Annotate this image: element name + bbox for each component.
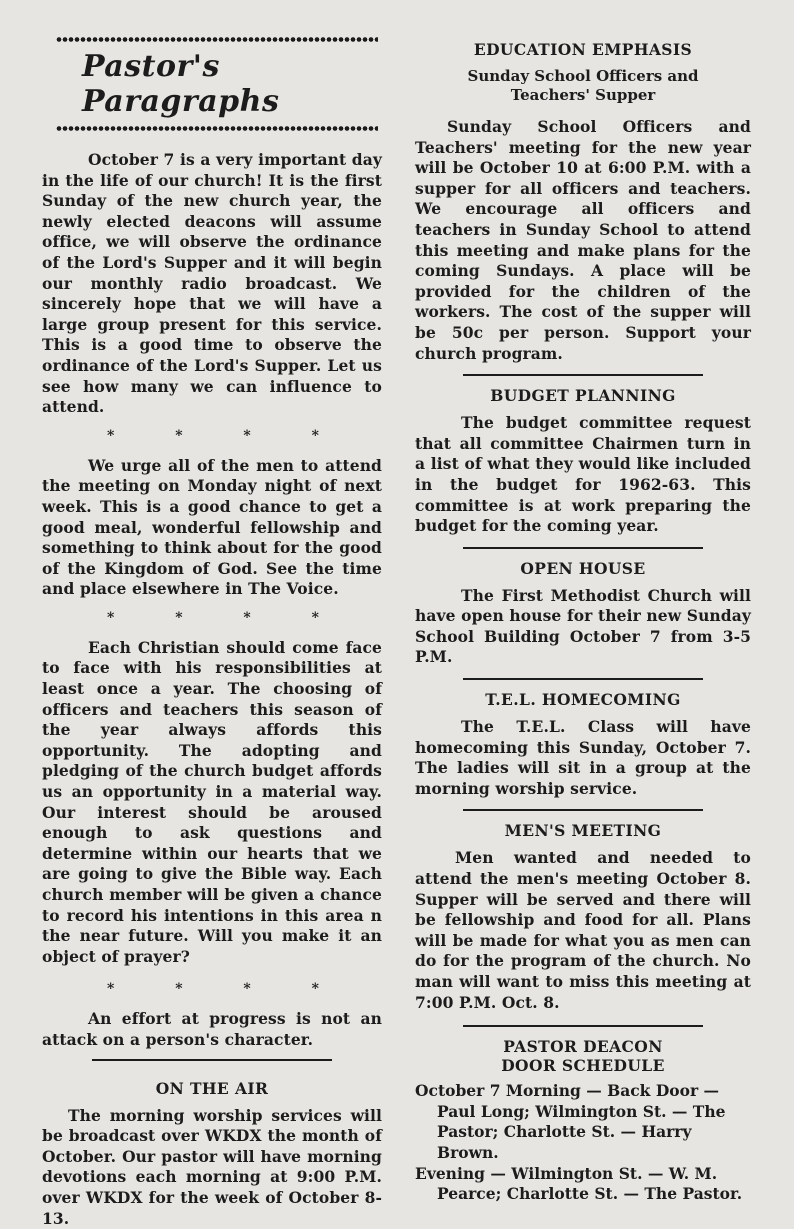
budget-heading: BUDGET PLANNING: [490, 386, 676, 406]
section-separator: * * * *: [107, 609, 347, 626]
door-schedule-heading-1: PASTOR DEACON: [503, 1037, 663, 1057]
divider: [463, 1025, 703, 1027]
divider: [463, 547, 703, 549]
divider: [463, 374, 703, 376]
education-heading: EDUCATION EMPHASIS: [473, 40, 693, 59]
open-house-heading: OPEN HOUSE: [520, 558, 646, 578]
pastor-paragraph-4: An effort at progress is not an attack on a person's character.: [42, 1009, 382, 1049]
on-the-air-heading: ON THE AIR: [155, 1078, 269, 1098]
schedule-key: Evening: [415, 1163, 485, 1183]
education-text: Sunday School Officers and Teachers' meeting for the new year will be October 10 at 6:00 P.M. with a supper for all officers and teachers. We encourage all officers and teachers in Sunday School to attend this meeting and make plans for the coming Sundays. A place will be provided for the children of the workers. The cost of the supper will be 50c per person. Support your church program.: [415, 117, 751, 363]
left-column: [42, 36, 382, 1229]
door-schedule-row-evening: [415, 1164, 751, 1205]
budget-text: The budget committee request that all committee Chairmen turn in a list of what they would like included in the budget for 1962-63. This committee is at work preparing the budget for the coming year.: [415, 413, 751, 536]
schedule-text: — Wilmington St. — W. M. Pearce; Charlotte St. — The Pastor.: [437, 1163, 743, 1204]
schedule-text: — Back Door — Paul Long; Wilmington St. — The Pastor; Charlotte St. — Harry Brown.: [437, 1081, 726, 1162]
divider: [463, 678, 703, 680]
on-the-air-text: The morning worship services will be broadcast over WKDX the month of October. Our pastor will have morning devotions each morning at 9:00 P.M. over WKDX for the week of October 8-13.: [42, 1105, 382, 1228]
divider: [92, 1059, 332, 1061]
masthead-bottom-border: [56, 125, 378, 132]
right-column: [415, 40, 751, 1205]
tel-homecoming-heading: T.E.L. HOMECOMING: [485, 690, 681, 710]
divider: [463, 809, 703, 811]
section-separator: * * * *: [107, 427, 347, 444]
schedule-key: October 7 Morning: [415, 1081, 581, 1101]
pastor-paragraph-3: Each Christian should come face to face with his responsibilities at least once a year. The choosing of officers and teachers this season of the year always affords this opportunity. The adopting and pledging of the church budget affords us an opportunity in a material way. Our interest should be aroused enough to ask questions and determine within our hearts that we are going to give the Bible way. Each church member will be given a chance to record his intentions in this area n the near future. Will you make it an object of prayer?: [42, 637, 382, 966]
mens-meeting-heading: MEN'S MEETING: [504, 821, 662, 841]
section-separator: * * * *: [107, 981, 347, 998]
masthead-title: Pastor's Paragraphs: [82, 49, 280, 119]
door-schedule-heading-2: DOOR SCHEDULE: [501, 1056, 665, 1076]
education-subheading: Sunday School Officers and Teachers' Supper: [467, 67, 699, 104]
open-house-text: The First Methodist Church will have open house for their new Sunday School Building October 7 from 3-5 P.M.: [415, 585, 751, 667]
pastor-paragraph-1: October 7 is a very important day in the life of our church! It is the first Sunday of the new church year, the newly elected deacons will assume office, we will observe the ordinance of the Lord's Supper and it will begin our monthly radio broadcast. We sincerely hope that we will have a large group present for this service. This is a good time to observe the ordinance of the Lord's Supper. Let us see how many we can influence to attend.: [42, 150, 382, 417]
door-schedule-row-morning: [415, 1081, 751, 1163]
pastor-paragraph-2: We urge all of the men to attend the meeting on Monday night of next week. This is a good chance to get a good meal, wonderful fellowship and something to think about for the good of the Kingdom of God. See the time and place elsewhere in The Voice.: [42, 455, 382, 599]
mens-meeting-text: Men wanted and needed to attend the men's meeting October 8. Supper will be served and there will be fellowship and food for all. Plans will be made for what you as men can do for the program of the church. No man will want to miss this meeting at 7:00 P.M. Oct. 8.: [415, 848, 751, 1012]
masthead-top-border: [56, 36, 378, 43]
tel-homecoming-text: The T.E.L. Class will have homecoming this Sunday, October 7. The ladies will sit in a group at the morning worship service.: [415, 717, 751, 798]
